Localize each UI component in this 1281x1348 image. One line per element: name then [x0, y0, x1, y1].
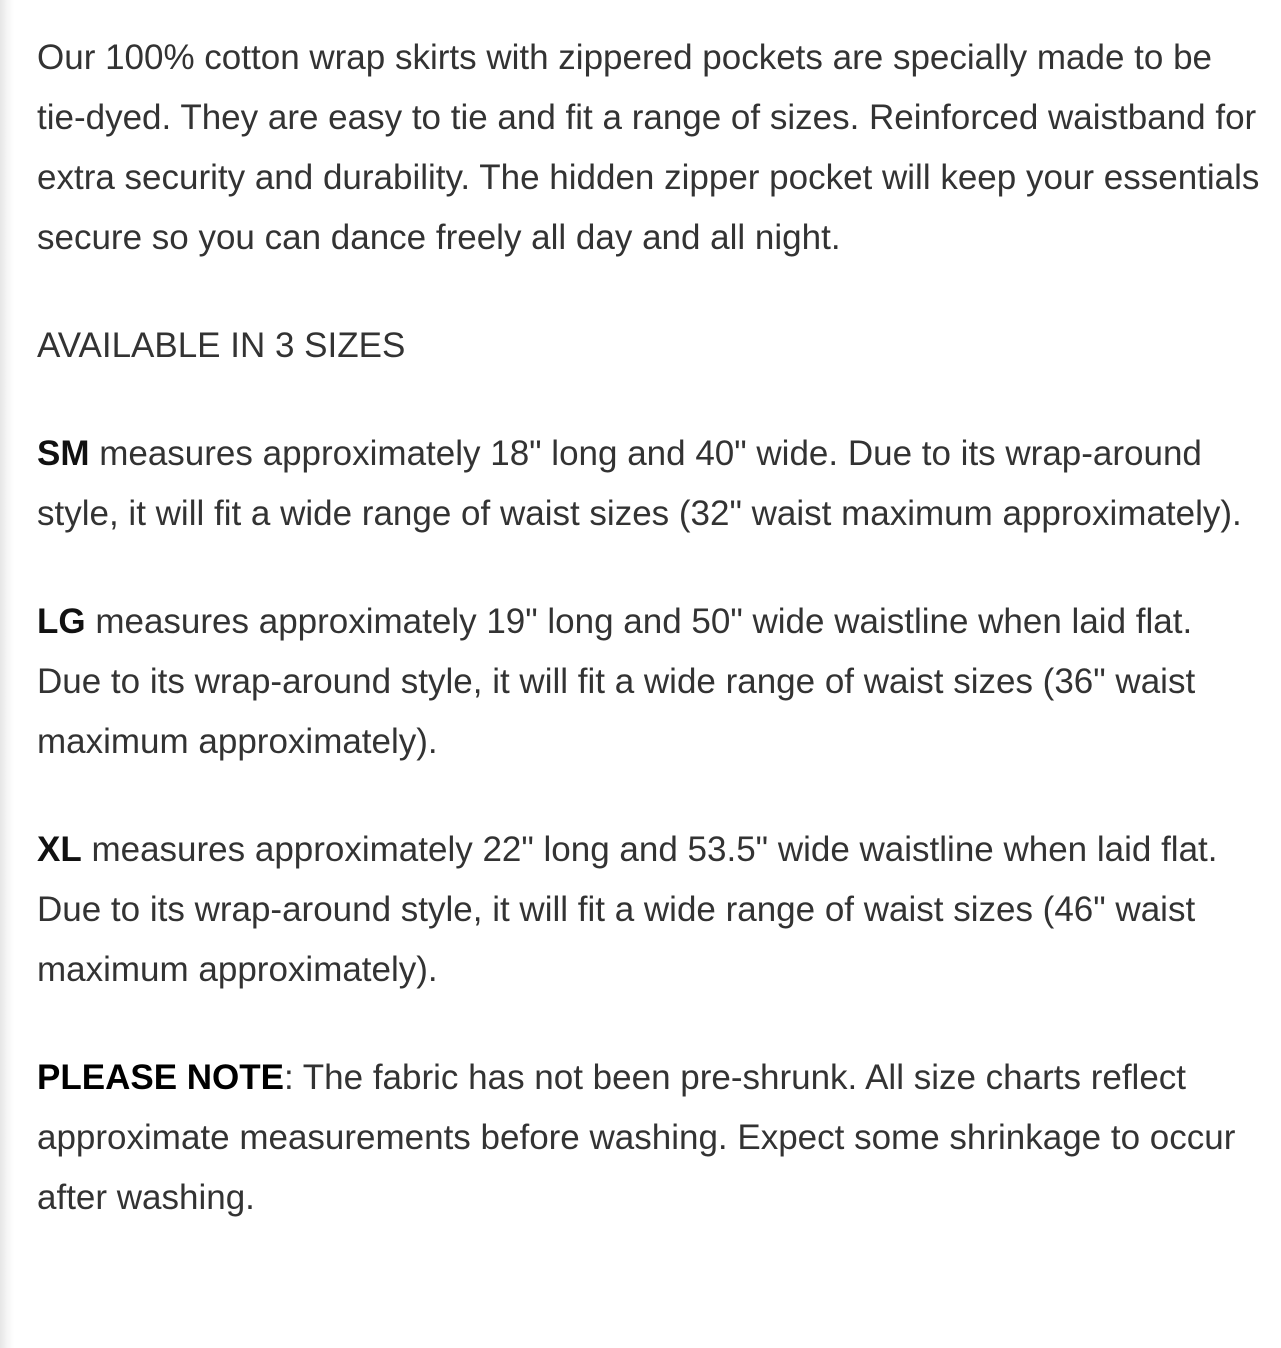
size-lg-label: LG [37, 602, 86, 641]
size-lg-text: measures approximately 19" long and 50" wide waistline when laid flat. Due to its wrap-around style, it will fit a wide range of waist sizes (36" waist maximum approximately). [37, 602, 1196, 761]
size-sm-text: measures approximately 18" long and 40" wide. Due to its wrap-around style, it will fit a wide range of waist sizes (32" waist maximum approximately). [37, 434, 1242, 533]
size-lg-paragraph [37, 592, 1262, 772]
size-xl-paragraph [37, 820, 1262, 1000]
intro-paragraph: Our 100% cotton wrap skirts with zippered pockets are specially made to be tie-dyed. They are easy to tie and fit a range of sizes. Reinforced waistband for extra security and durability. The hidden zipper pocket will keep your essentials secure so you can dance freely all day and all night. [37, 38, 1260, 257]
note-text: : The fabric has not been pre-shrunk. All size charts reflect approximate measurements before washing. Expect some shrinkage to occur after washing. [37, 1058, 1236, 1217]
product-description [37, 28, 1262, 1276]
page-edge-shadow [0, 0, 14, 1348]
sizes-heading: AVAILABLE IN 3 SIZES [37, 326, 406, 365]
size-sm-label: SM [37, 434, 90, 473]
note-paragraph [37, 1048, 1262, 1228]
size-sm-paragraph [37, 424, 1262, 544]
note-label: PLEASE NOTE [37, 1058, 284, 1097]
size-xl-text: measures approximately 22" long and 53.5" wide waistline when laid flat. Due to its wrap-around style, it will fit a wide range of waist sizes (46" waist maximum approximately). [37, 830, 1218, 989]
size-xl-label: XL [37, 830, 82, 869]
